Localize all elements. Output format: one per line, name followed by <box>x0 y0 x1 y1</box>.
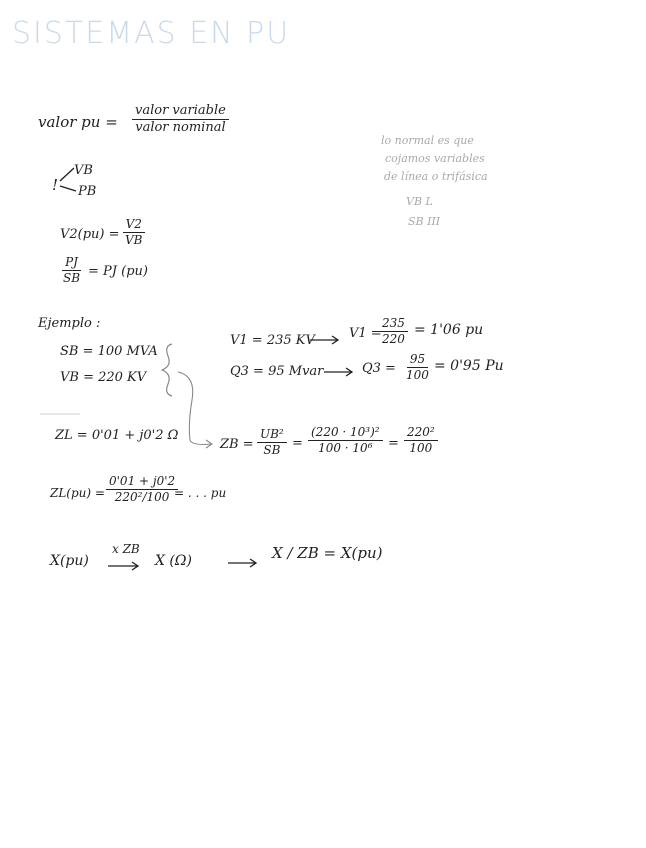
v1-arrow-icon <box>310 336 338 344</box>
example-zlpu-numerator: 0'01 + j0'2 <box>106 475 178 490</box>
example-q3-result: = 0'95 Pu <box>434 358 504 374</box>
v2-lhs: V2(pu) = <box>60 227 120 242</box>
example-zlpu-lhs: ZL(pu) = <box>50 486 105 500</box>
example-q3-given: Q3 = 95 Mvar <box>230 364 324 379</box>
example-sb: SB = 100 MVA <box>60 344 158 359</box>
example-zl: ZL = 0'01 + j0'2 Ω <box>55 428 179 443</box>
example-vb: VB = 220 KV <box>60 370 147 385</box>
example-zb-fraction3-denominator: 100 <box>409 441 433 456</box>
example-zb-lhs: ZB = <box>220 437 254 452</box>
example-q3-lhs: Q3 = <box>362 361 396 376</box>
example-v1-result: = 1'06 pu <box>414 322 484 338</box>
definition-lhs: valor pu = <box>38 113 118 131</box>
side-note-vb: VB L <box>406 195 433 208</box>
example-zlpu-denominator: 220²/100 <box>114 490 170 505</box>
conversion-lhs: X(pu) <box>50 553 89 569</box>
conversion-arrow-label: x ZB <box>112 542 140 556</box>
page-title: SISTEMAS EN PU <box>12 16 291 51</box>
example-label: Ejemplo : <box>38 316 101 331</box>
side-note-line3: de línea o trifásica <box>384 170 488 183</box>
p-rhs: = PJ (pu) <box>88 264 148 279</box>
example-q3-denominator: 100 <box>406 368 429 383</box>
conversion-arrow2-icon <box>228 559 256 567</box>
p-denominator: SB <box>63 271 81 286</box>
bases-stroke-up <box>60 168 74 181</box>
bases-pb: PB <box>78 184 97 199</box>
v2-numerator: V2 <box>123 218 145 233</box>
v2-denominator: VB <box>125 233 143 248</box>
example-v1-given: V1 = 235 KV <box>230 333 315 348</box>
curved-arrow-icon <box>178 372 212 445</box>
conversion-rhs: X / ZB = X(pu) <box>272 544 383 562</box>
definition-numerator: valor variable <box>132 104 229 120</box>
bases-stroke-down <box>60 186 76 191</box>
side-note-sb: SB III <box>408 215 441 228</box>
bases-vb: VB <box>74 163 93 178</box>
side-note-line2: cojamos variables <box>385 152 485 165</box>
example-zb-fraction1-denominator: SB <box>263 443 281 458</box>
bases-mark: ! <box>52 176 59 194</box>
q3-arrow-icon <box>324 368 352 376</box>
example-v1-numerator: 235 <box>379 317 408 332</box>
notes-page: SISTEMAS EN PU valor pu = $\frac{\text{valor variable}}{\text{valor nominal}}$ ! VB PB lo normal es que cojamos variables de línea o trifásica VB L SB III V2(pu) = $\frac{V2}{VB}$ $\frac{PJ}{SB}$ = PJ (pu) Ejemplo : SB = 100 MVA VB = 220 KV V1 = 235 KV V1 = $\frac{235}{220}$ = 1'06 pu Q3 = 95 Mvar Q3 = $\frac{95}{100}$ = 0'95 Pu ZL = 0'01 + j0'2 Ω ZB = $\frac{\text{UB²}}{SB}$ = $\frac{\text{(220 · 10³)²}}{\text{100 · 10⁶}}$ = $\frac{\text{220²}}{100}$ ZL(pu) = $\frac{0'01 + j0'2}{\text{220²/100}}$ = . . . pu X(pu) x ZB X (Ω) X / ZB = X(pu) <box>0 0 646 848</box>
example-zb-fraction1-numerator: UB² <box>257 428 287 443</box>
side-note-line1: lo normal es que <box>381 134 474 147</box>
example-q3-numerator: 95 <box>407 353 428 368</box>
example-zlpu-rhs: = . . . pu <box>174 486 227 500</box>
example-zb-fraction3-numerator: 220² <box>404 426 438 441</box>
conversion-mid: X (Ω) <box>155 553 192 569</box>
example-v1-denominator: 220 <box>382 332 405 347</box>
example-zb-fraction2-denominator: 100 · 10⁶ <box>318 441 373 456</box>
example-v1-lhs: V1 = <box>349 326 382 341</box>
definition-denominator: valor nominal <box>135 120 226 136</box>
example-zb-fraction2-numerator: (220 · 10³)² <box>308 426 383 441</box>
conversion-arrow1-icon <box>108 562 138 570</box>
brace-icon <box>162 344 172 396</box>
p-numerator: PJ <box>62 256 81 271</box>
